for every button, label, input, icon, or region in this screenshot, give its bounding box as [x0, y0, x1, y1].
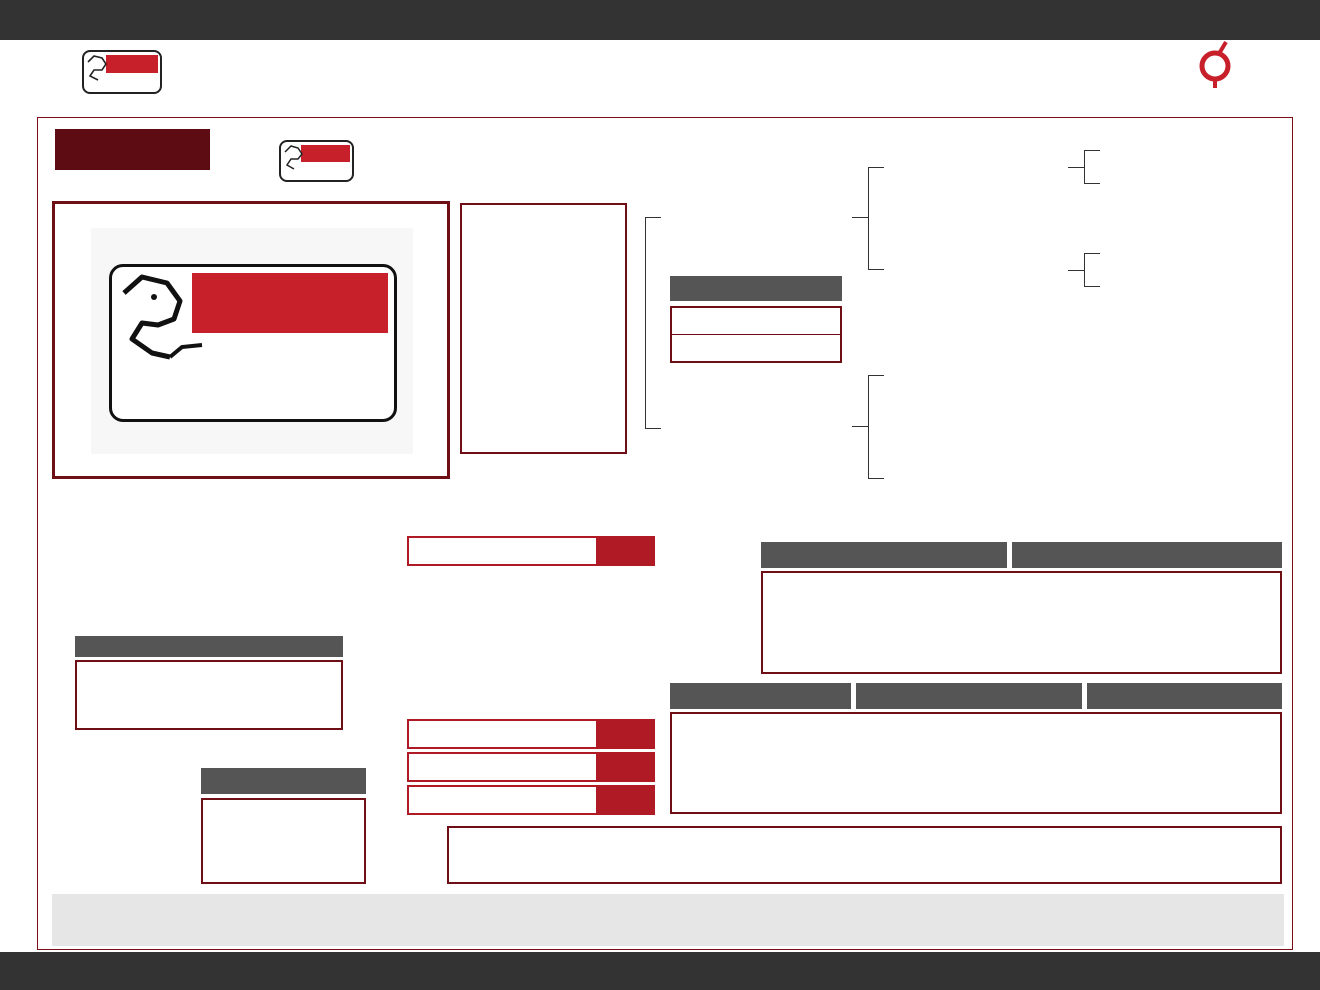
pedigree-sd-sire[interactable] — [1110, 234, 1276, 237]
ebv-postwean-title — [670, 683, 851, 709]
breed-logo — [82, 50, 162, 94]
cow-value — [596, 536, 655, 566]
growth-value — [596, 719, 655, 749]
lot-label — [55, 129, 210, 170]
pedigree-sire[interactable] — [668, 190, 840, 198]
pedigree-bracket-5 — [1084, 253, 1100, 287]
weights-table — [447, 826, 1282, 884]
parentage-table — [670, 306, 842, 363]
lot-breed-logo — [279, 140, 354, 182]
parentage-dna — [672, 308, 840, 335]
pedigree-tick-1 — [852, 217, 868, 218]
ebv-bottom-table — [670, 712, 1282, 814]
studbook-logo — [1182, 38, 1254, 106]
last-calf-table — [75, 660, 343, 730]
pedigree-bracket-3 — [868, 375, 884, 479]
pedigree-dam[interactable] — [640, 398, 866, 406]
myostatin-title — [201, 768, 366, 794]
seller-remarks — [52, 894, 1284, 946]
ebv-calf-mother-title — [761, 542, 1007, 568]
pedigree-tick-4 — [1068, 270, 1084, 271]
carcass-value — [596, 752, 655, 782]
parentage-header — [670, 276, 842, 301]
pedigree-bracket-2 — [868, 167, 884, 270]
pedigree-bracket-4 — [1084, 150, 1100, 184]
ebv-top-table — [761, 571, 1282, 674]
animal-photo — [52, 201, 450, 479]
last-calf-title — [75, 636, 343, 657]
herd-info-table — [460, 203, 627, 454]
top-bar — [0, 0, 1320, 40]
pedigree-sire-sire[interactable] — [890, 138, 1062, 148]
pedigree-sire-dam[interactable] — [862, 242, 1092, 254]
bottom-bar — [0, 952, 1320, 990]
logix-analysis — [723, 539, 737, 675]
logix-brand — [672, 540, 752, 676]
pedigree-tick-3 — [1068, 167, 1084, 168]
qr-code[interactable] — [52, 768, 169, 885]
main-sussex-logo — [109, 264, 397, 422]
myostatin-table — [201, 798, 366, 884]
parentage-genomic — [672, 335, 840, 361]
production-value — [596, 785, 655, 815]
ebv-fertility-title — [1012, 542, 1282, 568]
pedigree-tick-2 — [852, 426, 868, 427]
ebv-carcass-title — [1087, 683, 1282, 709]
ebv-frame-title — [856, 683, 1082, 709]
